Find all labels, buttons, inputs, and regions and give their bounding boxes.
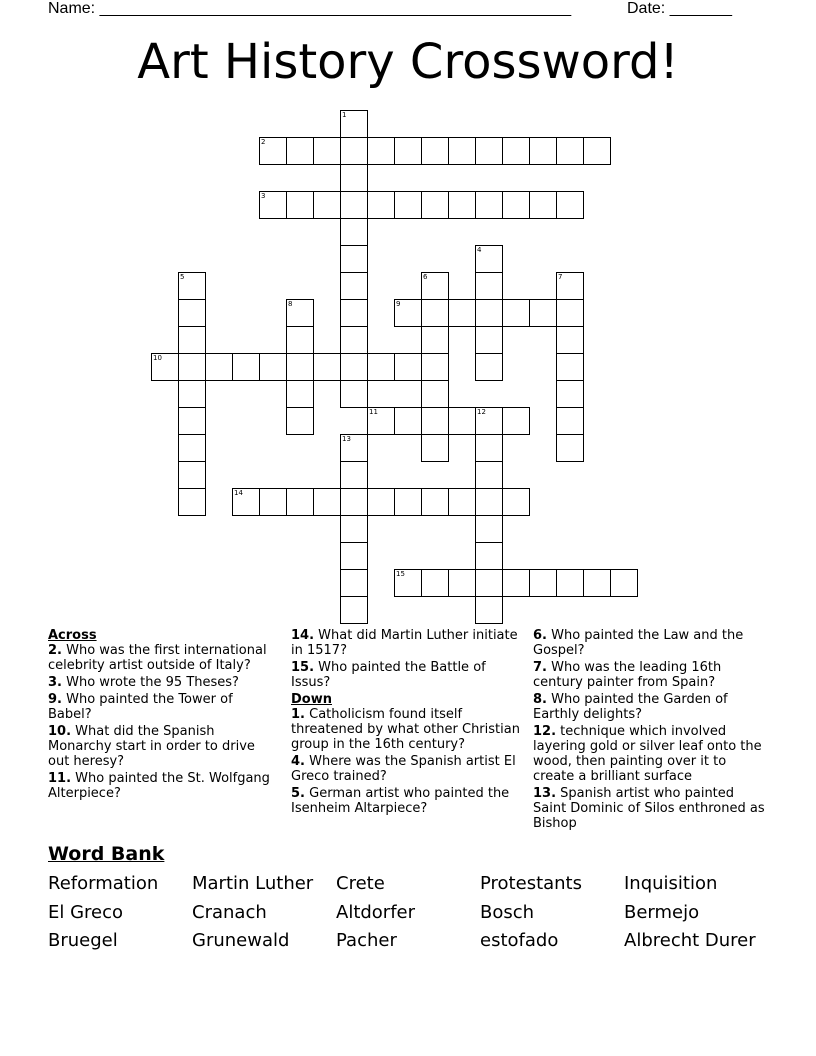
grid-cell[interactable]: [340, 272, 368, 300]
clue-down-6: [533, 628, 765, 658]
grid-cell[interactable]: [394, 137, 422, 165]
grid-cell-number: 13: [342, 435, 351, 443]
grid-cell[interactable]: [340, 488, 368, 516]
grid-cell[interactable]: [340, 326, 368, 354]
grid-cell[interactable]: [421, 380, 449, 408]
grid-cell[interactable]: [340, 542, 368, 570]
grid-cell[interactable]: [448, 407, 476, 435]
grid-cell-number: 3: [261, 192, 266, 200]
clue-text: Who painted the Law and the Gospel?: [533, 628, 744, 658]
clue-across-14: [291, 628, 523, 658]
grid-cell[interactable]: [178, 272, 206, 300]
grid-cell[interactable]: [259, 488, 287, 516]
word-bank-item: Reformation: [48, 873, 159, 894]
grid-cell[interactable]: [529, 299, 557, 327]
grid-cell[interactable]: [502, 299, 530, 327]
grid-cell[interactable]: [178, 326, 206, 354]
clue-down-4: [291, 754, 523, 784]
clue-down-8: [533, 692, 765, 722]
clue-text: What did the Spanish Monarchy start in order to drive out heresy?: [48, 724, 255, 769]
grid-cell[interactable]: [475, 407, 503, 435]
grid-cell[interactable]: [421, 434, 449, 462]
grid-cell-number: 9: [396, 300, 401, 308]
word-bank-item: Bermejo: [624, 902, 700, 923]
grid-cell[interactable]: [610, 569, 638, 597]
clue-number: 10.: [48, 724, 72, 739]
word-bank-item: Pacher: [336, 930, 397, 951]
grid-cell[interactable]: [475, 245, 503, 273]
grid-cell[interactable]: [178, 488, 206, 516]
word-bank-item: Protestants: [480, 873, 582, 894]
grid-cell-number: 4: [477, 246, 482, 254]
grid-cell[interactable]: [340, 164, 368, 192]
word-bank-item: Cranach: [192, 902, 267, 923]
clues-column-2: [291, 628, 523, 818]
grid-cell[interactable]: [394, 488, 422, 516]
grid-cell[interactable]: [448, 137, 476, 165]
clue-down-1: [291, 707, 523, 752]
grid-cell-number: 2: [261, 138, 266, 146]
grid-cell-number: 10: [153, 354, 162, 362]
grid-cell-number: 7: [558, 273, 563, 281]
grid-cell[interactable]: [556, 407, 584, 435]
grid-cell[interactable]: [421, 407, 449, 435]
clue-number: 13.: [533, 786, 557, 801]
grid-cell[interactable]: [178, 353, 206, 381]
grid-cell[interactable]: [340, 353, 368, 381]
grid-cell[interactable]: [232, 488, 260, 516]
grid-cell-number: 5: [180, 273, 185, 281]
word-bank-item: Inquisition: [624, 873, 718, 894]
grid-cell[interactable]: [556, 353, 584, 381]
clue-number: 15.: [291, 660, 315, 675]
grid-cell[interactable]: [178, 380, 206, 408]
clue-text: technique which involved layering gold or silver leaf onto the wood, then painting over it to create a brilliant surface: [533, 724, 762, 784]
grid-cell[interactable]: [286, 353, 314, 381]
grid-cell[interactable]: [394, 353, 422, 381]
clue-number: 7.: [533, 660, 547, 675]
clue-number: 5.: [291, 786, 305, 801]
grid-cell[interactable]: [340, 110, 368, 138]
grid-cell-number: 6: [423, 273, 428, 281]
grid-cell[interactable]: [556, 434, 584, 462]
clue-text: Who painted the Battle of Issus?: [291, 660, 486, 690]
clues-column-1: [48, 628, 280, 803]
grid-cell[interactable]: [502, 191, 530, 219]
grid-cell[interactable]: [448, 191, 476, 219]
grid-cell[interactable]: [259, 353, 287, 381]
grid-cell[interactable]: [259, 137, 287, 165]
grid-cell[interactable]: [340, 569, 368, 597]
grid-cell[interactable]: [475, 542, 503, 570]
clue-text: German artist who painted the Isenheim Altarpiece?: [291, 786, 510, 816]
grid-cell[interactable]: [340, 380, 368, 408]
clue-down-13: [533, 786, 765, 831]
grid-cell[interactable]: [556, 272, 584, 300]
clue-across-3: [48, 675, 280, 690]
grid-cell[interactable]: [502, 488, 530, 516]
grid-cell[interactable]: [583, 569, 611, 597]
clue-text: Catholicism found itself threatened by what other Christian group in the 16th century?: [291, 707, 520, 752]
grid-cell-number: 1: [342, 111, 347, 119]
grid-cell[interactable]: [313, 488, 341, 516]
word-bank-item: Martin Luther: [192, 873, 314, 894]
grid-cell[interactable]: [178, 461, 206, 489]
grid-cell[interactable]: [475, 434, 503, 462]
grid-cell[interactable]: [421, 299, 449, 327]
grid-cell-number: 11: [369, 408, 378, 416]
clue-text: Who was the first international celebrity artist outside of Italy?: [48, 643, 267, 673]
grid-cell[interactable]: [313, 137, 341, 165]
grid-cell-number: 8: [288, 300, 293, 308]
grid-cell[interactable]: [340, 515, 368, 543]
grid-cell[interactable]: [421, 137, 449, 165]
clue-text: Who painted the St. Wolfgang Alterpiece?: [48, 771, 270, 801]
grid-cell[interactable]: [340, 434, 368, 462]
grid-cell[interactable]: [583, 137, 611, 165]
clue-number: 9.: [48, 692, 62, 707]
grid-cell[interactable]: [502, 569, 530, 597]
grid-cell[interactable]: [475, 326, 503, 354]
grid-cell[interactable]: [151, 353, 179, 381]
grid-cell[interactable]: [421, 191, 449, 219]
grid-cell[interactable]: [475, 515, 503, 543]
word-bank-item: Bosch: [480, 902, 535, 923]
grid-cell[interactable]: [421, 272, 449, 300]
clue-down-7: [533, 660, 765, 690]
clue-text: Who painted the Tower of Babel?: [48, 692, 233, 722]
grid-cell[interactable]: [475, 137, 503, 165]
down-heading: Down: [291, 692, 332, 707]
clue-text: What did Martin Luther initiate in 1517?: [291, 628, 518, 658]
grid-cell[interactable]: [394, 407, 422, 435]
grid-cell[interactable]: [367, 353, 395, 381]
clue-number: 1.: [291, 707, 305, 722]
grid-cell[interactable]: [232, 353, 260, 381]
grid-cell[interactable]: [475, 191, 503, 219]
grid-cell[interactable]: [475, 461, 503, 489]
clue-number: 8.: [533, 692, 547, 707]
clue-text: Who wrote the 95 Theses?: [66, 675, 239, 690]
grid-cell[interactable]: [556, 380, 584, 408]
clue-across-15: [291, 660, 523, 690]
grid-cell[interactable]: [340, 137, 368, 165]
page-title: Art History Crossword!: [137, 34, 679, 90]
grid-cell[interactable]: [448, 488, 476, 516]
grid-cell[interactable]: [475, 569, 503, 597]
grid-cell[interactable]: [286, 407, 314, 435]
grid-cell-number: 14: [234, 489, 243, 497]
clues-column-3: [533, 628, 765, 833]
clue-text: Who painted the Garden of Earthly delights?: [533, 692, 728, 722]
clue-number: 3.: [48, 675, 62, 690]
grid-cell[interactable]: [286, 137, 314, 165]
clue-number: 6.: [533, 628, 547, 643]
word-bank-item: El Greco: [48, 902, 124, 923]
clue-down-5: [291, 786, 523, 816]
grid-cell[interactable]: [529, 137, 557, 165]
grid-cell[interactable]: [556, 137, 584, 165]
grid-cell[interactable]: [556, 326, 584, 354]
grid-cell-number: 12: [477, 408, 486, 416]
clue-text: Where was the Spanish artist El Greco trained?: [291, 754, 516, 784]
grid-cell[interactable]: [205, 353, 233, 381]
grid-cell[interactable]: [286, 488, 314, 516]
grid-cell-number: 15: [396, 570, 405, 578]
name-field-label: Name: _____________________________________________________: [48, 0, 572, 17]
grid-cell[interactable]: [475, 272, 503, 300]
word-bank-title: Word Bank: [48, 843, 165, 865]
clue-across-10: [48, 724, 280, 769]
clue-number: 14.: [291, 628, 315, 643]
word-bank-item: Albrecht Durer: [624, 930, 756, 951]
grid-cell[interactable]: [178, 299, 206, 327]
grid-cell[interactable]: [475, 596, 503, 624]
grid-cell[interactable]: [529, 569, 557, 597]
grid-cell[interactable]: [502, 137, 530, 165]
clue-number: 4.: [291, 754, 305, 769]
word-bank-item: Bruegel: [48, 930, 118, 951]
clue-text: Who was the leading 16th century painter from Spain?: [533, 660, 722, 690]
grid-cell[interactable]: [448, 569, 476, 597]
grid-cell[interactable]: [286, 326, 314, 354]
grid-cell[interactable]: [367, 191, 395, 219]
grid-cell[interactable]: [475, 299, 503, 327]
date-field-label: Date: _______: [627, 0, 732, 17]
grid-cell[interactable]: [394, 191, 422, 219]
grid-cell[interactable]: [340, 461, 368, 489]
grid-cell[interactable]: [421, 353, 449, 381]
word-bank-item: Altdorfer: [336, 902, 416, 923]
grid-cell[interactable]: [340, 299, 368, 327]
clue-down-12: [533, 724, 765, 784]
grid-cell[interactable]: [421, 569, 449, 597]
grid-cell[interactable]: [367, 488, 395, 516]
clue-number: 12.: [533, 724, 557, 739]
grid-cell[interactable]: [502, 407, 530, 435]
grid-cell[interactable]: [475, 488, 503, 516]
clue-across-9: [48, 692, 280, 722]
clue-text: Spanish artist who painted Saint Dominic of Silos enthroned as Bishop: [533, 786, 765, 831]
grid-cell[interactable]: [340, 191, 368, 219]
grid-cell[interactable]: [367, 137, 395, 165]
grid-cell[interactable]: [421, 326, 449, 354]
grid-cell[interactable]: [421, 488, 449, 516]
clue-number: 11.: [48, 771, 72, 786]
grid-cell[interactable]: [178, 434, 206, 462]
grid-cell[interactable]: [529, 191, 557, 219]
clue-across-11: [48, 771, 280, 801]
grid-cell[interactable]: [394, 569, 422, 597]
grid-cell[interactable]: [340, 218, 368, 246]
grid-cell[interactable]: [556, 569, 584, 597]
grid-cell[interactable]: [286, 299, 314, 327]
grid-cell[interactable]: [340, 245, 368, 273]
across-heading: Across: [48, 628, 97, 643]
grid-cell[interactable]: [178, 407, 206, 435]
word-bank-item: Crete: [336, 873, 385, 894]
grid-cell[interactable]: [475, 353, 503, 381]
clue-across-2: [48, 643, 280, 673]
grid-cell[interactable]: [313, 353, 341, 381]
grid-cell[interactable]: [556, 191, 584, 219]
clue-number: 2.: [48, 643, 62, 658]
grid-cell[interactable]: [556, 299, 584, 327]
grid-cell[interactable]: [286, 380, 314, 408]
grid-cell[interactable]: [259, 191, 287, 219]
grid-cell[interactable]: [448, 299, 476, 327]
word-bank-item: estofado: [480, 930, 559, 951]
grid-cell[interactable]: [394, 299, 422, 327]
grid-cell[interactable]: [367, 407, 395, 435]
grid-cell[interactable]: [313, 191, 341, 219]
word-bank-item: Grunewald: [192, 930, 290, 951]
grid-cell[interactable]: [340, 596, 368, 624]
grid-cell[interactable]: [286, 191, 314, 219]
